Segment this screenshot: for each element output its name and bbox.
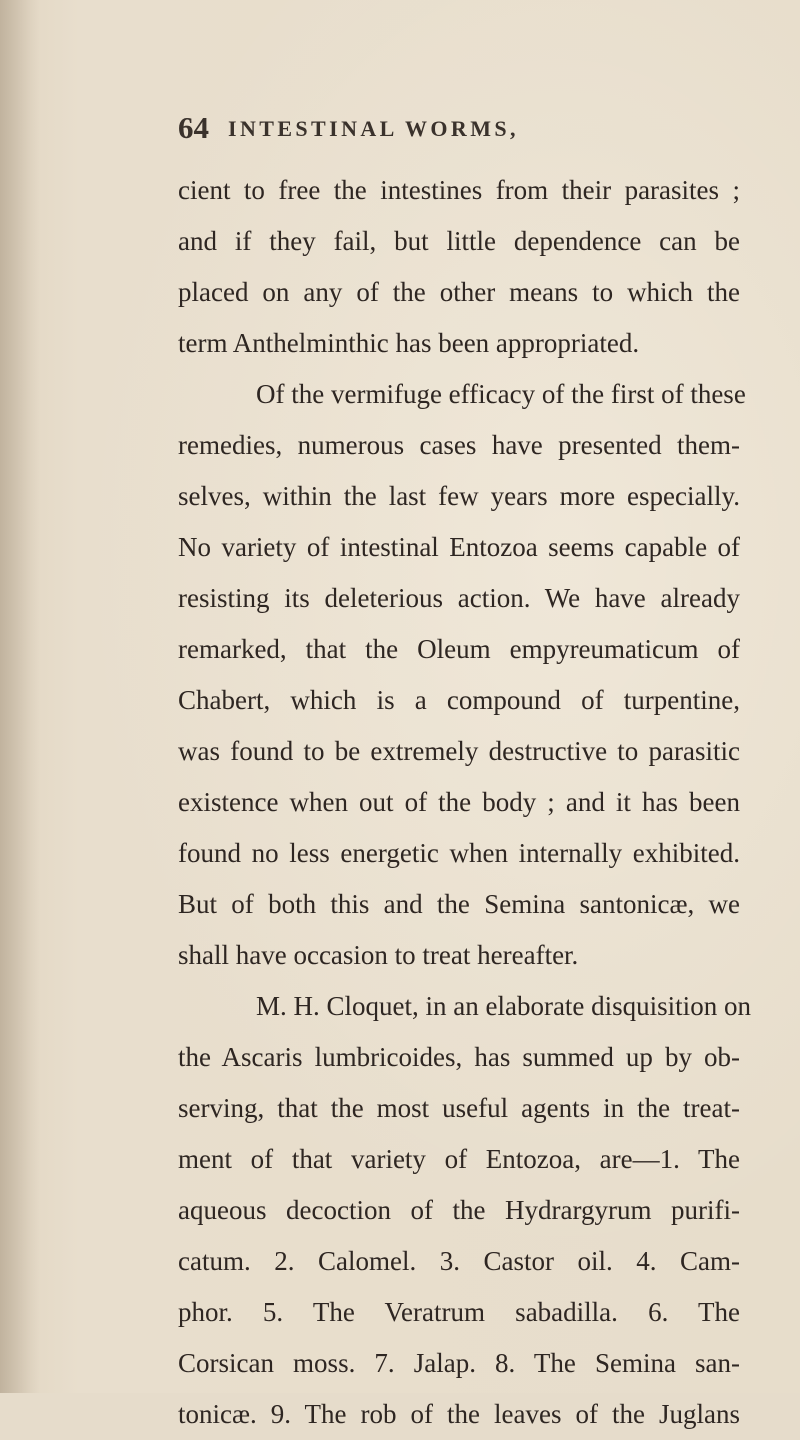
- text-line: the Ascaris lumbricoides, has summed up by ob-: [178, 1042, 740, 1072]
- text-line: shall have occasion to treat hereafter.: [178, 940, 579, 970]
- page-header: [178, 110, 738, 150]
- text-line: No variety of intestinal Entozoa seems capable of: [178, 532, 740, 562]
- running-title: INTESTINAL WORMS,: [228, 116, 519, 141]
- text-line: catum. 2. Calomel. 3. Castor oil. 4. Cam-: [178, 1246, 740, 1276]
- text-line: resisting its deleterious action. We have already: [178, 583, 740, 613]
- body-text: [178, 165, 751, 1440]
- text-line: existence when out of the body ; and it has been: [178, 787, 740, 817]
- text-line: serving, that the most useful agents in the treat-: [178, 1093, 740, 1123]
- text-line: tonicæ. 9. The rob of the leaves of the Juglans: [178, 1399, 740, 1429]
- text-line: term Anthelminthic has been appropriated.: [178, 328, 640, 358]
- text-line: M. H. Cloquet, in an elaborate disquisition on: [256, 991, 751, 1021]
- text-line: ment of that variety of Entozoa, are—1. The: [178, 1144, 740, 1174]
- text-line: But of both this and the Semina santonicæ, we: [178, 889, 740, 919]
- text-line: Chabert, which is a compound of turpentine,: [178, 685, 740, 715]
- text-line: Of the vermifuge efficacy of the first of these: [256, 379, 746, 409]
- text-line: phor. 5. The Veratrum sabadilla. 6. The: [178, 1297, 740, 1327]
- gutter-shadow: [0, 0, 40, 1393]
- text-line: was found to be extremely destructive to parasitic: [178, 736, 740, 766]
- text-line: aqueous decoction of the Hydrargyrum purifi-: [178, 1195, 740, 1225]
- text-line: found no less energetic when internally exhibited.: [178, 838, 740, 868]
- text-line: selves, within the last few years more especially.: [178, 481, 740, 511]
- text-line: cient to free the intestines from their parasites ;: [178, 175, 740, 205]
- text-line: remarked, that the Oleum empyreumaticum of: [178, 634, 740, 664]
- text-line: placed on any of the other means to which the: [178, 277, 740, 307]
- text-line: and if they fail, but little dependence can be: [178, 226, 740, 256]
- text-line: remedies, numerous cases have presented them-: [178, 430, 740, 460]
- page-number: 64: [178, 110, 209, 145]
- text-line: Corsican moss. 7. Jalap. 8. The Semina san-: [178, 1348, 740, 1378]
